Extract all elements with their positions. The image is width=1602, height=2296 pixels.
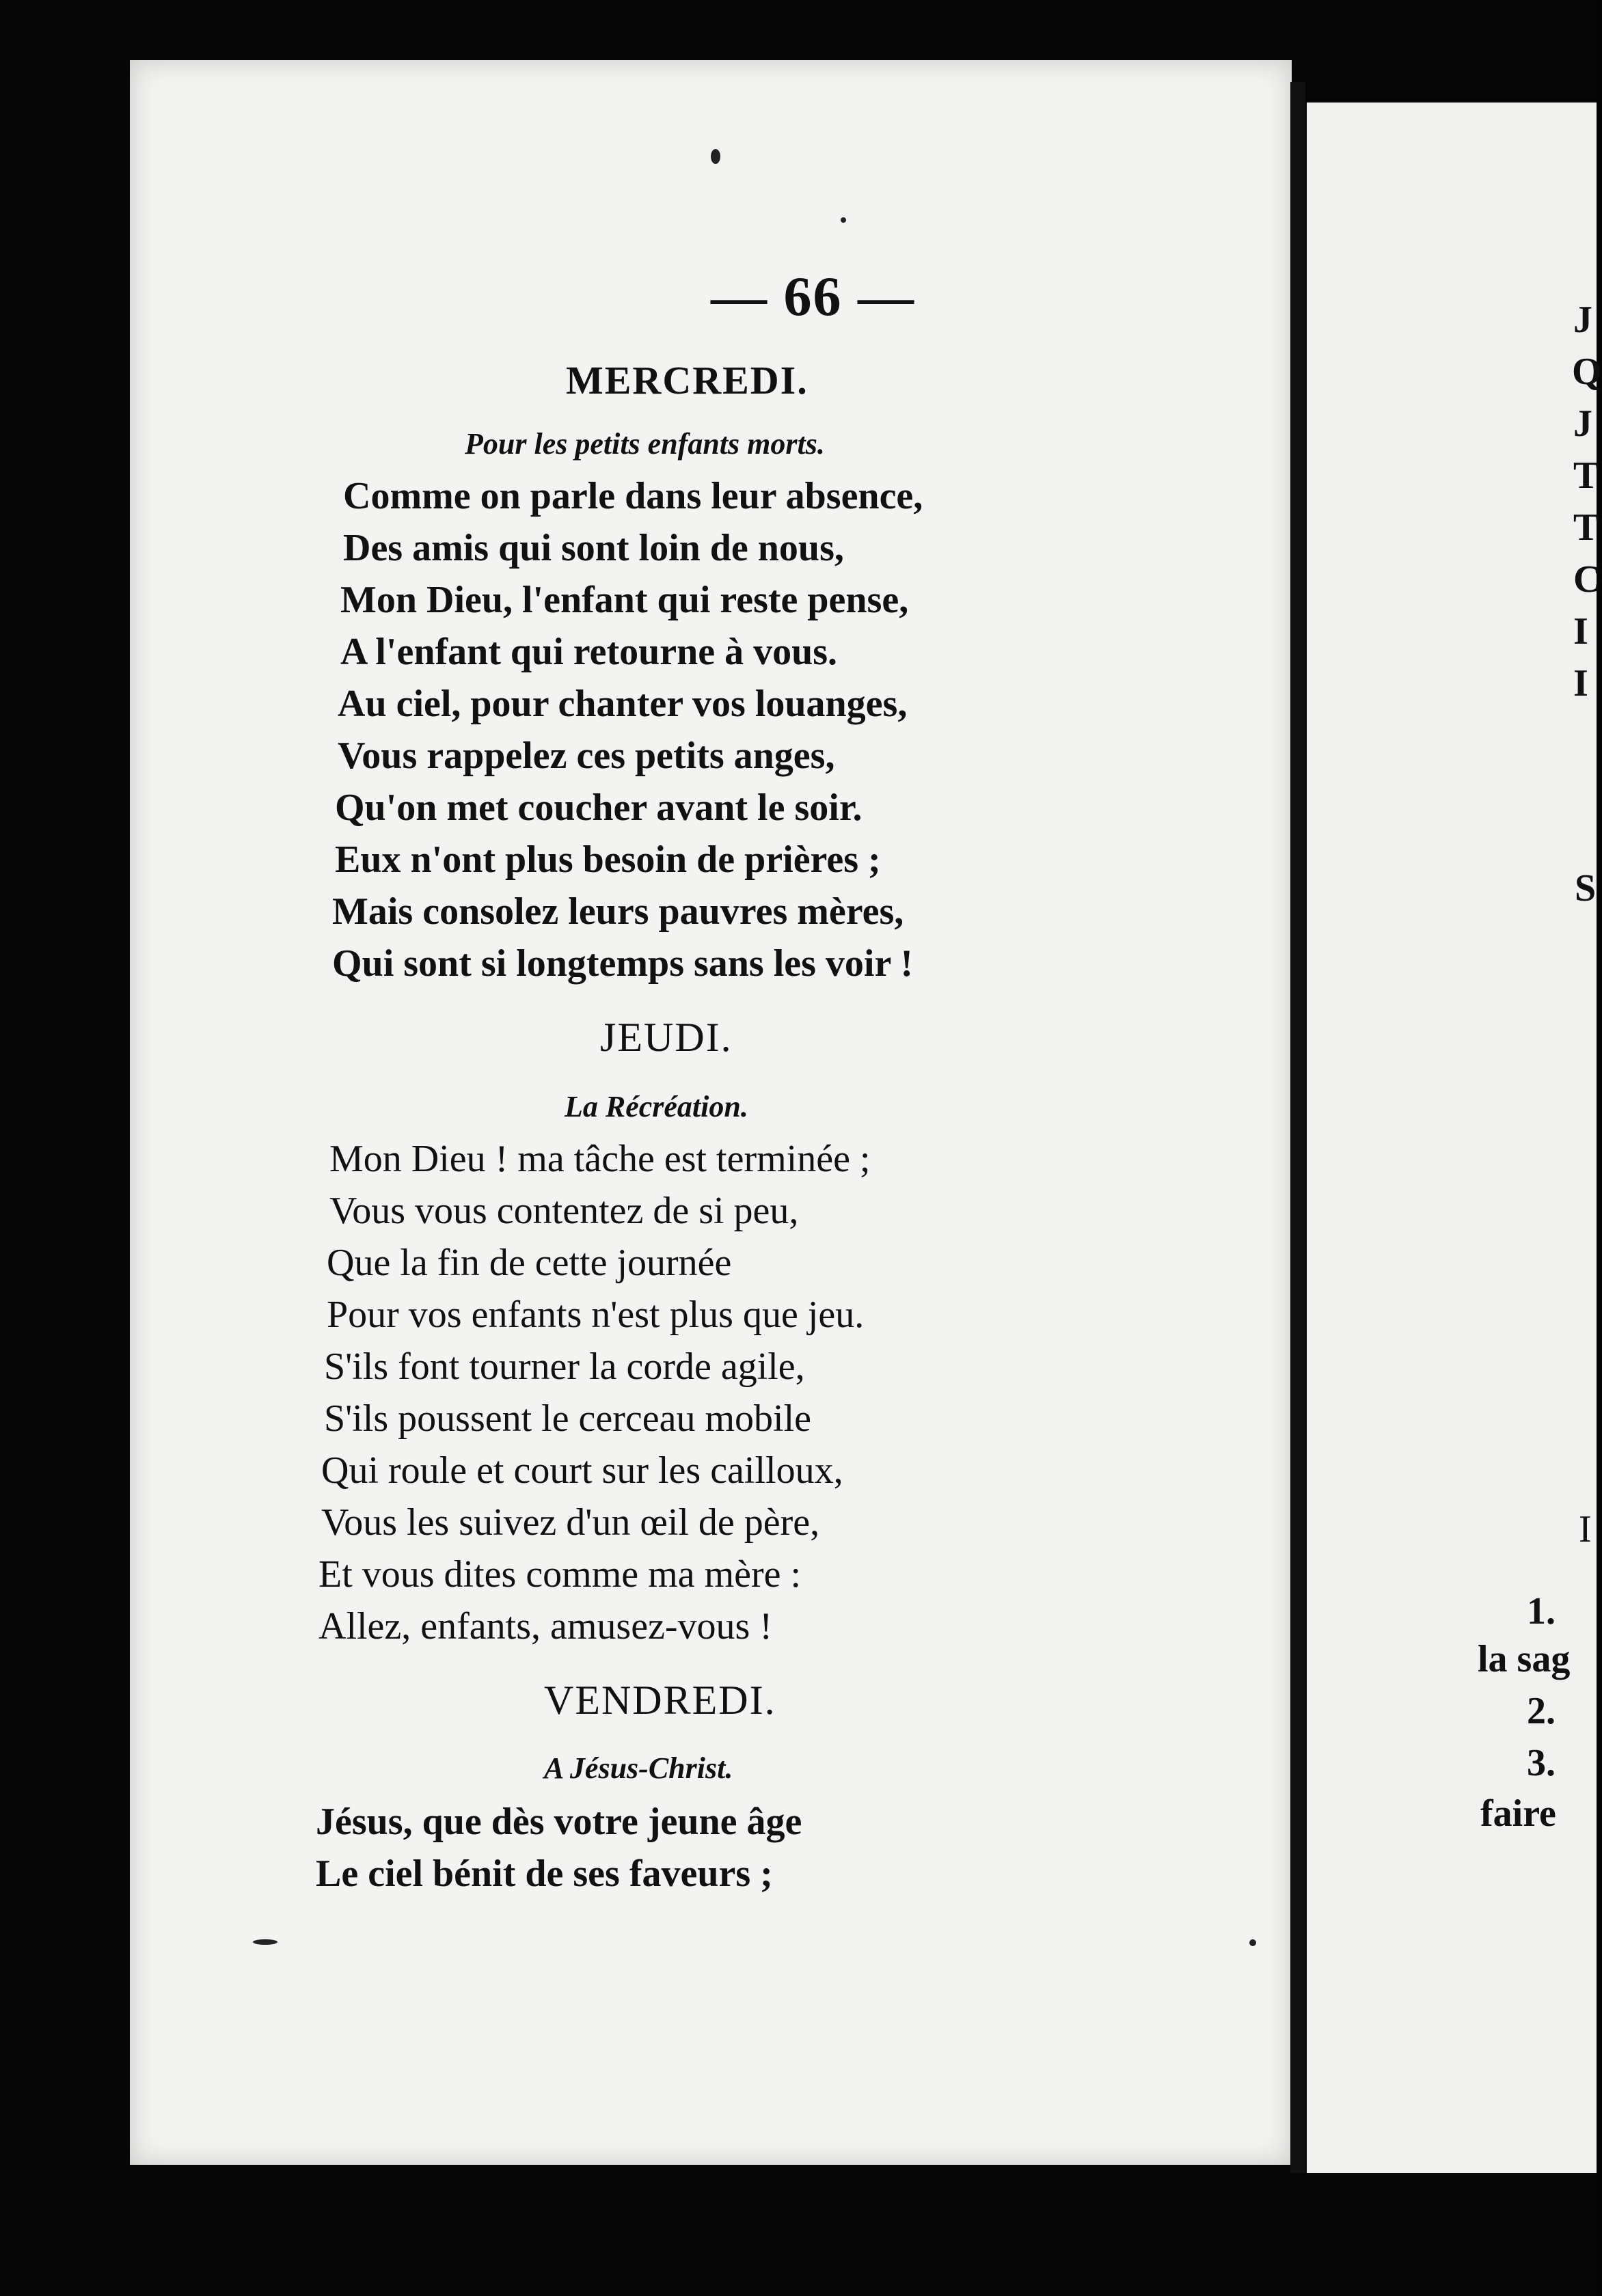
section-subtitle-mercredi: Pour les petits enfants morts. — [465, 427, 825, 461]
verse-line: Qui roule et court sur les cailloux, — [321, 1449, 843, 1492]
right-page-letter: C — [1573, 558, 1601, 601]
right-page-letter: T — [1573, 506, 1599, 549]
verse-line: Et vous dites comme ma mère : — [318, 1553, 802, 1596]
right-page-letter: I — [1573, 662, 1588, 705]
right-page-fragment-line: 3. — [1527, 1742, 1556, 1784]
verse-line: Allez, enfants, amusez-vous ! — [318, 1605, 772, 1648]
verse-line: Comme on parle dans leur absence, — [343, 475, 923, 517]
verse-line: Vous rappelez ces petits anges, — [338, 735, 835, 777]
verse-line: A l'enfant qui retourne à vous. — [340, 631, 838, 673]
verse-line: Qu'on met coucher avant le soir. — [335, 787, 863, 829]
section-subtitle-jeudi: La Récréation. — [565, 1090, 748, 1123]
section-heading-mercredi: MERCREDI. — [566, 358, 809, 402]
right-page-letter: J — [1573, 299, 1592, 341]
right-page-letter: T — [1573, 454, 1599, 497]
right-page-fragment-line: 2. — [1527, 1690, 1556, 1732]
verse-line: Jésus, que dès votre jeune âge — [316, 1801, 802, 1843]
right-page-fragment — [1307, 102, 1602, 2173]
section-heading-jeudi: JEUDI. — [600, 1015, 733, 1060]
right-page-letter: I — [1579, 1508, 1592, 1550]
verse-line: Que la fin de cette journée — [327, 1242, 732, 1284]
page-number: — 66 — — [711, 265, 915, 327]
verse-line: Vous les suivez d'un œil de père, — [321, 1501, 820, 1544]
right-page-fragment-line: la sag — [1478, 1638, 1571, 1680]
section-heading-vendredi: VENDREDI. — [544, 1678, 776, 1723]
verse-line: S'ils poussent le cerceau mobile — [324, 1397, 812, 1440]
section-subtitle-vendredi: A Jésus-Christ. — [544, 1751, 733, 1785]
ink-speck — [1249, 1939, 1256, 1946]
left-page — [130, 60, 1292, 2165]
ink-speck — [711, 149, 720, 164]
ink-speck — [841, 217, 846, 223]
verse-line: Au ciel, pour chanter vos louanges, — [338, 683, 908, 725]
verse-line: Qui sont si longtemps sans les voir ! — [332, 942, 913, 985]
right-page-letter: S — [1575, 867, 1597, 910]
verse-line: Mon Dieu ! ma tâche est terminée ; — [329, 1138, 871, 1180]
verse-line: Mon Dieu, l'enfant qui reste pense, — [340, 579, 909, 621]
verse-line: Vous vous contentez de si peu, — [329, 1190, 799, 1232]
verse-line: Le ciel bénit de ses faveurs ; — [316, 1853, 773, 1895]
verse-line: Mais consolez leurs pauvres mères, — [332, 890, 904, 933]
right-page-fragment-line: faire — [1480, 1792, 1556, 1835]
verse-line: Pour vos enfants n'est plus que jeu. — [327, 1294, 865, 1336]
right-page-letter: I — [1573, 610, 1588, 653]
verse-line: Des amis qui sont loin de nous, — [343, 527, 844, 569]
verse-line: S'ils font tourner la corde agile, — [324, 1345, 805, 1388]
verse-line: Eux n'ont plus besoin de prières ; — [335, 838, 881, 881]
ink-speck — [253, 1939, 277, 1945]
right-page-letter: J — [1573, 402, 1592, 445]
right-page-letter: Q — [1572, 351, 1602, 393]
right-page-fragment-line: 1. — [1527, 1590, 1556, 1632]
book-gutter — [1290, 82, 1305, 2173]
